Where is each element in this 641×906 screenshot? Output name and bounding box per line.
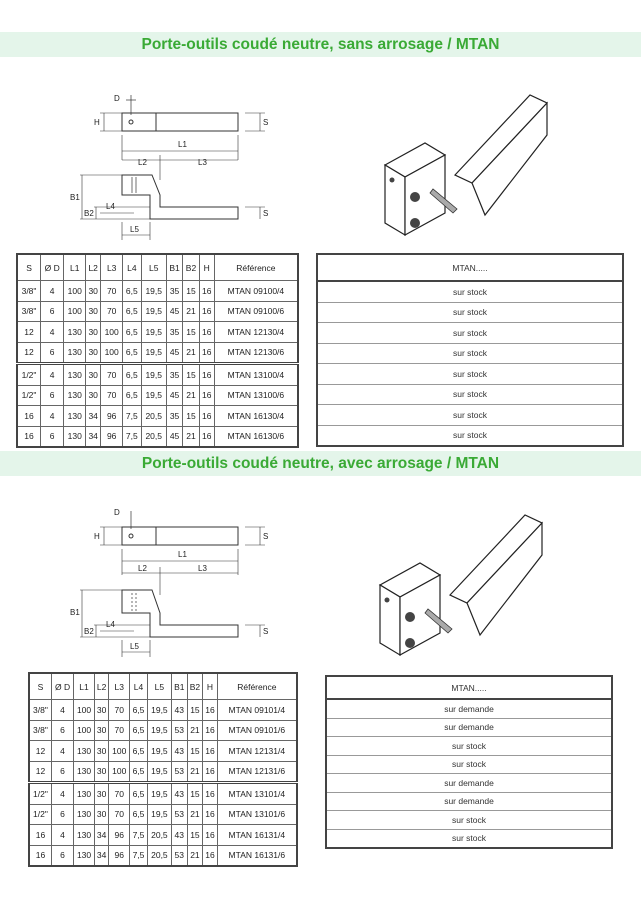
stock-header: MTAN..... — [326, 676, 612, 699]
table-cell: 30 — [94, 804, 108, 825]
table-cell: 70 — [101, 385, 123, 406]
column-header: L3 — [109, 673, 130, 700]
table-cell: 16 — [17, 406, 41, 427]
table-cell: 16 — [203, 700, 217, 721]
table-cell: 20,5 — [147, 845, 171, 866]
table-cell: MTAN 12130/6 — [214, 342, 298, 364]
dim-label-l2: L2 — [138, 564, 147, 573]
table-cell: 130 — [64, 364, 86, 386]
table-cell: 21 — [183, 342, 199, 364]
table-cell: 16 — [203, 845, 217, 866]
table-cell: 16 — [199, 364, 214, 386]
table-row — [17, 281, 298, 302]
table-cell: 34 — [94, 845, 108, 866]
table-cell: 6,5 — [130, 783, 148, 805]
dim-label-l2: L2 — [138, 158, 147, 167]
table-cell: 21 — [187, 761, 203, 783]
dim-label-h: H — [94, 118, 100, 127]
column-header: H — [203, 673, 217, 700]
dim-label-b1: B1 — [70, 193, 80, 202]
table-cell: 43 — [171, 700, 187, 721]
table-row — [17, 406, 298, 427]
section-2-stock-table — [325, 675, 613, 849]
table-cell: 6 — [51, 720, 73, 741]
table-cell: 6 — [41, 385, 64, 406]
dim-label-l3: L3 — [198, 564, 207, 573]
section-1-title-band — [0, 32, 641, 57]
side-view-profile — [122, 175, 238, 219]
dim-label-l1: L1 — [178, 550, 187, 559]
table-cell: MTAN 12130/4 — [214, 322, 298, 343]
table-row — [17, 342, 298, 364]
stock-row — [317, 323, 623, 344]
table-cell: 45 — [166, 342, 182, 364]
table-cell: 16 — [203, 825, 217, 846]
stock-header-row — [326, 676, 612, 699]
table-cell: 16 — [199, 406, 214, 427]
table-cell: 4 — [41, 322, 64, 343]
stock-availability: sur demande — [326, 718, 612, 737]
table-cell: 35 — [166, 364, 182, 386]
column-header: Ø D — [51, 673, 73, 700]
table-cell: 21 — [187, 720, 203, 741]
table-cell: 3/8" — [17, 281, 41, 302]
table-cell: 70 — [101, 281, 123, 302]
stock-row — [317, 405, 623, 426]
stock-availability: sur stock — [317, 343, 623, 364]
stock-availability: sur stock — [326, 755, 612, 774]
table-cell: 19,5 — [141, 281, 166, 302]
table-cell: 100 — [74, 720, 95, 741]
column-header: L5 — [147, 673, 171, 700]
table-cell: 12 — [29, 741, 51, 762]
side-view-profile — [122, 590, 238, 637]
table-cell: 1/2" — [29, 783, 51, 805]
column-header: S — [17, 254, 41, 281]
table-cell: 100 — [109, 741, 130, 762]
table-cell: 7,5 — [123, 426, 141, 447]
table-cell: 130 — [74, 783, 95, 805]
table-cell: 7,5 — [130, 825, 148, 846]
table-cell: MTAN 16130/4 — [214, 406, 298, 427]
stock-row — [317, 364, 623, 385]
section-1-spec-table — [16, 253, 299, 448]
table-cell: 100 — [64, 301, 86, 322]
section-1-stock-table — [316, 253, 624, 447]
table-cell: 6 — [41, 426, 64, 447]
table-cell: 4 — [51, 783, 73, 805]
table-cell: MTAN 13101/6 — [217, 804, 297, 825]
dim-label-s2: S — [263, 209, 269, 218]
table-cell: 30 — [86, 322, 101, 343]
column-header: L4 — [123, 254, 141, 281]
table-cell: 130 — [64, 322, 86, 343]
table-cell: 96 — [101, 406, 123, 427]
table-cell: 21 — [183, 385, 199, 406]
table-cell: 19,5 — [147, 761, 171, 783]
table-cell: 12 — [17, 342, 41, 364]
stock-availability: sur stock — [326, 737, 612, 756]
table-cell: 7,5 — [123, 406, 141, 427]
table-cell: 21 — [183, 426, 199, 447]
table-cell: 53 — [171, 804, 187, 825]
section-1-title: Porte-outils coudé neutre, sans arrosage / MTAN — [141, 36, 500, 53]
table-cell: 53 — [171, 845, 187, 866]
table-cell: 30 — [94, 720, 108, 741]
table-cell: 100 — [74, 700, 95, 721]
stock-availability: sur stock — [317, 323, 623, 344]
table-cell: 20,5 — [141, 406, 166, 427]
stock-row — [326, 792, 612, 811]
table-cell: MTAN 12131/6 — [217, 761, 297, 783]
dim-label-l4: L4 — [106, 620, 115, 629]
table-cell: 16 — [17, 426, 41, 447]
table-cell: 16 — [199, 385, 214, 406]
table-cell: 16 — [199, 426, 214, 447]
section-2-isometric-view — [370, 505, 570, 665]
table-cell: 100 — [64, 281, 86, 302]
table-row — [17, 364, 298, 386]
stock-row — [326, 774, 612, 793]
table-cell: MTAN 09100/6 — [214, 301, 298, 322]
table-cell: 130 — [64, 342, 86, 364]
dim-label-b1: B1 — [70, 608, 80, 617]
table-cell: 16 — [203, 804, 217, 825]
table-cell: 19,5 — [141, 385, 166, 406]
table-cell: 19,5 — [147, 741, 171, 762]
stock-row — [326, 737, 612, 756]
stock-row — [326, 829, 612, 848]
table-cell: 70 — [109, 700, 130, 721]
table-cell: 6 — [51, 804, 73, 825]
table-cell: 130 — [74, 761, 95, 783]
table-cell: 43 — [171, 825, 187, 846]
table-cell: 43 — [171, 783, 187, 805]
table-cell: MTAN 09100/4 — [214, 281, 298, 302]
table-cell: 53 — [171, 761, 187, 783]
table-cell: 130 — [64, 385, 86, 406]
stock-row — [326, 718, 612, 737]
top-view-bar — [122, 527, 238, 545]
table-cell: 15 — [187, 783, 203, 805]
table-row — [29, 720, 297, 741]
table-cell: 34 — [86, 406, 101, 427]
table-cell: 96 — [109, 825, 130, 846]
column-header: L2 — [86, 254, 101, 281]
stock-row — [326, 755, 612, 774]
dim-label-s2: S — [263, 627, 269, 636]
table-cell: 4 — [41, 281, 64, 302]
table-row — [29, 783, 297, 805]
table-cell: 43 — [171, 741, 187, 762]
table-cell: 45 — [166, 301, 182, 322]
table-cell: MTAN 13100/4 — [214, 364, 298, 386]
table-cell: 4 — [41, 364, 64, 386]
table-cell: MTAN 13100/6 — [214, 385, 298, 406]
table-cell: 100 — [101, 342, 123, 364]
table-cell: 3/8" — [29, 720, 51, 741]
table-cell: 6 — [41, 342, 64, 364]
table-cell: 19,5 — [141, 322, 166, 343]
table-cell: 30 — [86, 301, 101, 322]
table-cell: 35 — [166, 322, 182, 343]
column-header: L1 — [64, 254, 86, 281]
table-cell: 6,5 — [123, 364, 141, 386]
column-header: B2 — [183, 254, 199, 281]
stock-row — [317, 281, 623, 302]
table-cell: 30 — [86, 364, 101, 386]
section-2-title-band — [0, 451, 641, 476]
table-cell: 53 — [171, 720, 187, 741]
stock-header: MTAN..... — [317, 254, 623, 281]
table-cell: 7,5 — [130, 845, 148, 866]
stock-availability: sur stock — [317, 302, 623, 323]
stock-availability: sur stock — [317, 405, 623, 426]
table-cell: 20,5 — [147, 825, 171, 846]
table-cell: 45 — [166, 385, 182, 406]
table-row — [17, 301, 298, 322]
stock-availability: sur stock — [317, 384, 623, 405]
table-cell: 12 — [17, 322, 41, 343]
section-2-dimension-drawing — [60, 505, 280, 665]
section-1-isometric-view — [375, 85, 575, 245]
table-cell: 16 — [199, 301, 214, 322]
table-cell: 96 — [109, 845, 130, 866]
table-cell: 6,5 — [130, 804, 148, 825]
table-cell: 70 — [109, 783, 130, 805]
table-cell: 100 — [109, 761, 130, 783]
stock-row — [326, 811, 612, 830]
stock-row — [326, 699, 612, 718]
table-cell: 6,5 — [130, 700, 148, 721]
table-cell: MTAN 16130/6 — [214, 426, 298, 447]
column-header: L1 — [74, 673, 95, 700]
section-2-spec-table — [28, 672, 298, 867]
column-header: L3 — [101, 254, 123, 281]
stock-availability: sur demande — [326, 774, 612, 793]
column-header: B2 — [187, 673, 203, 700]
table-cell: 16 — [203, 720, 217, 741]
table-cell: MTAN 12131/4 — [217, 741, 297, 762]
table-cell: 6,5 — [123, 301, 141, 322]
dim-label-s: S — [263, 532, 269, 541]
column-header: B1 — [171, 673, 187, 700]
dim-label-s: S — [263, 118, 269, 127]
table-cell: 70 — [101, 364, 123, 386]
stock-header-row — [317, 254, 623, 281]
table-cell: 130 — [74, 741, 95, 762]
section-2-title: Porte-outils coudé neutre, avec arrosage / MTAN — [141, 455, 500, 472]
table-cell: 19,5 — [147, 700, 171, 721]
table-cell: 6,5 — [123, 342, 141, 364]
stock-availability: sur demande — [326, 699, 612, 718]
dim-label-l3: L3 — [198, 158, 207, 167]
table-row — [29, 845, 297, 866]
table-cell: 16 — [29, 845, 51, 866]
table-row — [29, 700, 297, 721]
table-cell: 19,5 — [147, 804, 171, 825]
table-cell: 1/2" — [29, 804, 51, 825]
dim-label-b2: B2 — [84, 627, 94, 636]
table-cell: 70 — [109, 804, 130, 825]
dim-label-l1: L1 — [178, 140, 187, 149]
table-cell: 21 — [183, 301, 199, 322]
table-cell: 30 — [94, 783, 108, 805]
table-cell: 6,5 — [130, 741, 148, 762]
table-cell: 30 — [94, 700, 108, 721]
table-cell: 96 — [101, 426, 123, 447]
dim-label-h: H — [94, 532, 100, 541]
table-cell: 6 — [51, 845, 73, 866]
table-cell: MTAN 13101/4 — [217, 783, 297, 805]
table-cell: 15 — [183, 406, 199, 427]
table-cell: 6,5 — [123, 385, 141, 406]
table-cell: 6,5 — [130, 720, 148, 741]
table-row — [29, 825, 297, 846]
table-cell: 16 — [203, 783, 217, 805]
table-cell: MTAN 16131/6 — [217, 845, 297, 866]
dim-label-l5: L5 — [130, 642, 139, 651]
table-cell: 15 — [183, 281, 199, 302]
table-cell: MTAN 09101/4 — [217, 700, 297, 721]
table-cell: 130 — [74, 845, 95, 866]
table-cell: 21 — [187, 804, 203, 825]
table-row — [17, 385, 298, 406]
table-cell: 35 — [166, 281, 182, 302]
column-header: L2 — [94, 673, 108, 700]
table-row — [17, 426, 298, 447]
table-cell: 30 — [94, 741, 108, 762]
dim-label-d: D — [114, 94, 120, 103]
table-cell: 4 — [51, 700, 73, 721]
table-cell: 16 — [29, 825, 51, 846]
stock-row — [317, 302, 623, 323]
table-cell: 19,5 — [147, 783, 171, 805]
table-cell: 6,5 — [123, 322, 141, 343]
table-cell: 70 — [109, 720, 130, 741]
table-cell: 130 — [74, 804, 95, 825]
table-cell: 4 — [41, 406, 64, 427]
table-cell: 12 — [29, 761, 51, 783]
column-header: S — [29, 673, 51, 700]
table-cell: 130 — [64, 426, 86, 447]
table-cell: 4 — [51, 741, 73, 762]
table-cell: 19,5 — [141, 342, 166, 364]
table-cell: 16 — [199, 281, 214, 302]
table-cell: 16 — [199, 322, 214, 343]
table-cell: 15 — [187, 741, 203, 762]
column-header: Référence — [217, 673, 297, 700]
dim-label-b2: B2 — [84, 209, 94, 218]
column-header: Référence — [214, 254, 298, 281]
table-cell: 130 — [74, 825, 95, 846]
table-cell: 21 — [187, 845, 203, 866]
table-cell: 20,5 — [141, 426, 166, 447]
dim-label-l4: L4 — [106, 202, 115, 211]
table-cell: 6,5 — [130, 761, 148, 783]
stock-availability: sur stock — [326, 811, 612, 830]
table-cell: 30 — [86, 281, 101, 302]
dim-label-d: D — [114, 508, 120, 517]
stock-availability: sur stock — [317, 364, 623, 385]
column-header: L4 — [130, 673, 148, 700]
table-row — [29, 804, 297, 825]
table-cell: 100 — [101, 322, 123, 343]
table-cell: MTAN 09101/6 — [217, 720, 297, 741]
table-cell: 6 — [51, 761, 73, 783]
table-cell: 30 — [86, 385, 101, 406]
stock-availability: sur demande — [326, 792, 612, 811]
stock-row — [317, 384, 623, 405]
table-cell: 16 — [203, 761, 217, 783]
table-cell: 45 — [166, 426, 182, 447]
table-cell: 30 — [86, 342, 101, 364]
dim-label-l5: L5 — [130, 225, 139, 234]
table-cell: 6 — [41, 301, 64, 322]
table-cell: 3/8" — [17, 301, 41, 322]
table-row — [17, 322, 298, 343]
table-cell: 16 — [203, 741, 217, 762]
table-cell: 1/2" — [17, 385, 41, 406]
table-cell: 15 — [187, 700, 203, 721]
stock-availability: sur stock — [326, 829, 612, 848]
stock-row — [317, 425, 623, 446]
table-cell: 15 — [187, 825, 203, 846]
column-header: B1 — [166, 254, 182, 281]
stock-availability: sur stock — [317, 425, 623, 446]
table-cell: 130 — [64, 406, 86, 427]
column-header: L5 — [141, 254, 166, 281]
stock-availability: sur stock — [317, 281, 623, 302]
table-cell: 6,5 — [123, 281, 141, 302]
section-1-dimension-drawing — [60, 85, 280, 245]
table-cell: 34 — [94, 825, 108, 846]
table-cell: 16 — [199, 342, 214, 364]
table-cell: 15 — [183, 364, 199, 386]
stock-row — [317, 343, 623, 364]
table-cell: 3/8" — [29, 700, 51, 721]
table-cell: 4 — [51, 825, 73, 846]
table-row — [29, 761, 297, 783]
table-cell: 19,5 — [141, 301, 166, 322]
table-cell: 19,5 — [141, 364, 166, 386]
table-cell: 34 — [86, 426, 101, 447]
table-row — [29, 741, 297, 762]
table-cell: MTAN 16131/4 — [217, 825, 297, 846]
table-cell: 19,5 — [147, 720, 171, 741]
table-cell: 30 — [94, 761, 108, 783]
column-header: Ø D — [41, 254, 64, 281]
column-header: H — [199, 254, 214, 281]
top-view-bar — [122, 113, 238, 131]
table-cell: 1/2" — [17, 364, 41, 386]
table-cell: 35 — [166, 406, 182, 427]
table-cell: 70 — [101, 301, 123, 322]
table-cell: 15 — [183, 322, 199, 343]
